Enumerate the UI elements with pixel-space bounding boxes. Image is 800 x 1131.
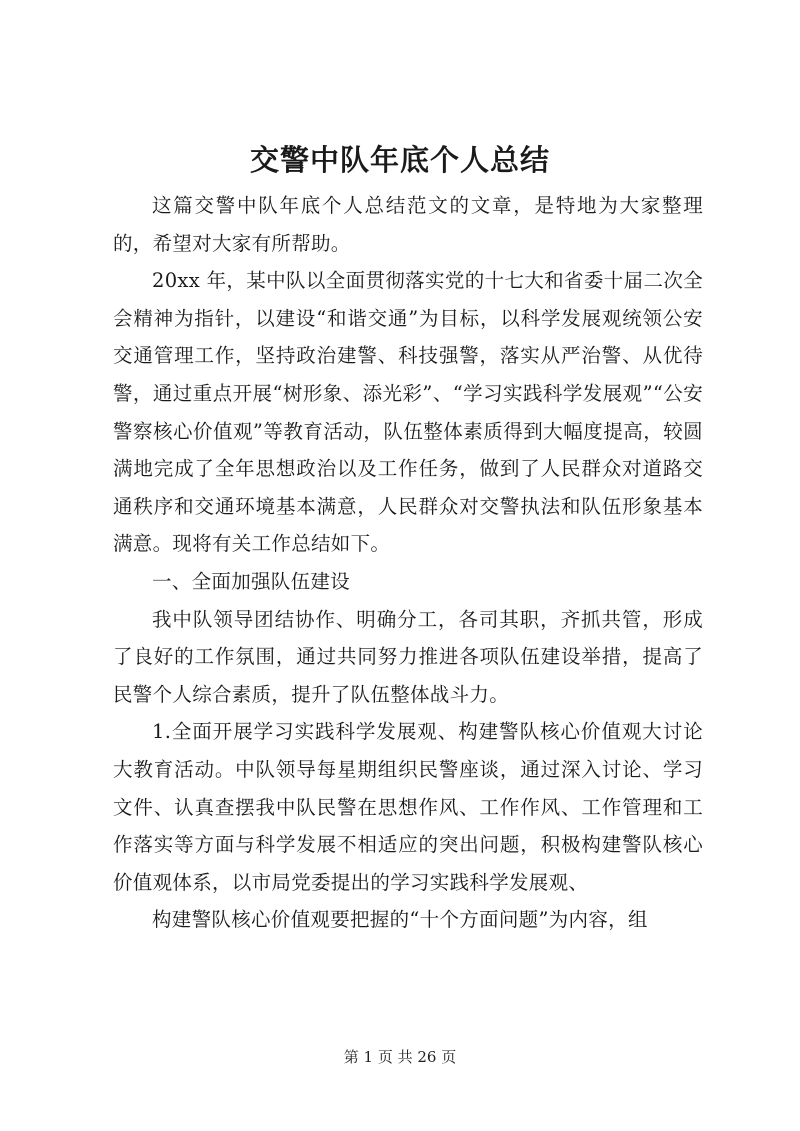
section-heading: 一、全面加强队伍建设 — [152, 569, 351, 593]
intro-paragraph: 这篇交警中队年底个人总结范文的文章，是特地为大家整理的，希望对大家有所帮助。 — [113, 194, 703, 255]
document-body — [113, 187, 703, 939]
page-number-footer: 第 1 页 共 26 页 — [343, 1048, 457, 1066]
continuation-paragraph: 构建警队核心价值观要把握的“十个方面问题”为内容，组 — [152, 908, 648, 932]
document-title: 交警中队年底个人总结 — [249, 143, 550, 177]
section-paragraph: 我中队领导团结协作、明确分工，各司其职，齐抓共管，形成了良好的工作氛围，通过共同努力推进各项队伍建设举措，提高了民警个人综合素质，提升了队伍整体战斗力。 — [113, 607, 703, 706]
summary-paragraph: 20xx 年，某中队以全面贯彻落实党的十七大和省委十届二次全会精神为指针，以建设“和谐交通”为目标，以科学发展观统领公安交通管理工作，坚持政治建警、科技强警，落实从严治警、从优待警，通过重点开展“树形象、添光彩”、“学习实践科学发展观”“公安警察核心价值观”等教育活动，队伍整体素质得到大幅度提高，较圆满地完成了全年思想政治以及工作任务，做到了人民群众对道路交通秩序和交通环境基本满意，人民群众对交警执法和队伍形象基本满意。现将有关工作总结如下。 — [113, 269, 703, 556]
item-paragraph: 1.全面开展学习实践科学发展观、构建警队核心价值观大讨论大教育活动。中队领导每星期组织民警座谈，通过深入讨论、学习文件、认真查摆我中队民警在思想作风、工作作风、工作管理和工作落实等方面与科学发展不相适应的突出问题，积极构建警队核心价值观体系，以市局党委提出的学习实践科学发展观、 — [113, 720, 703, 894]
